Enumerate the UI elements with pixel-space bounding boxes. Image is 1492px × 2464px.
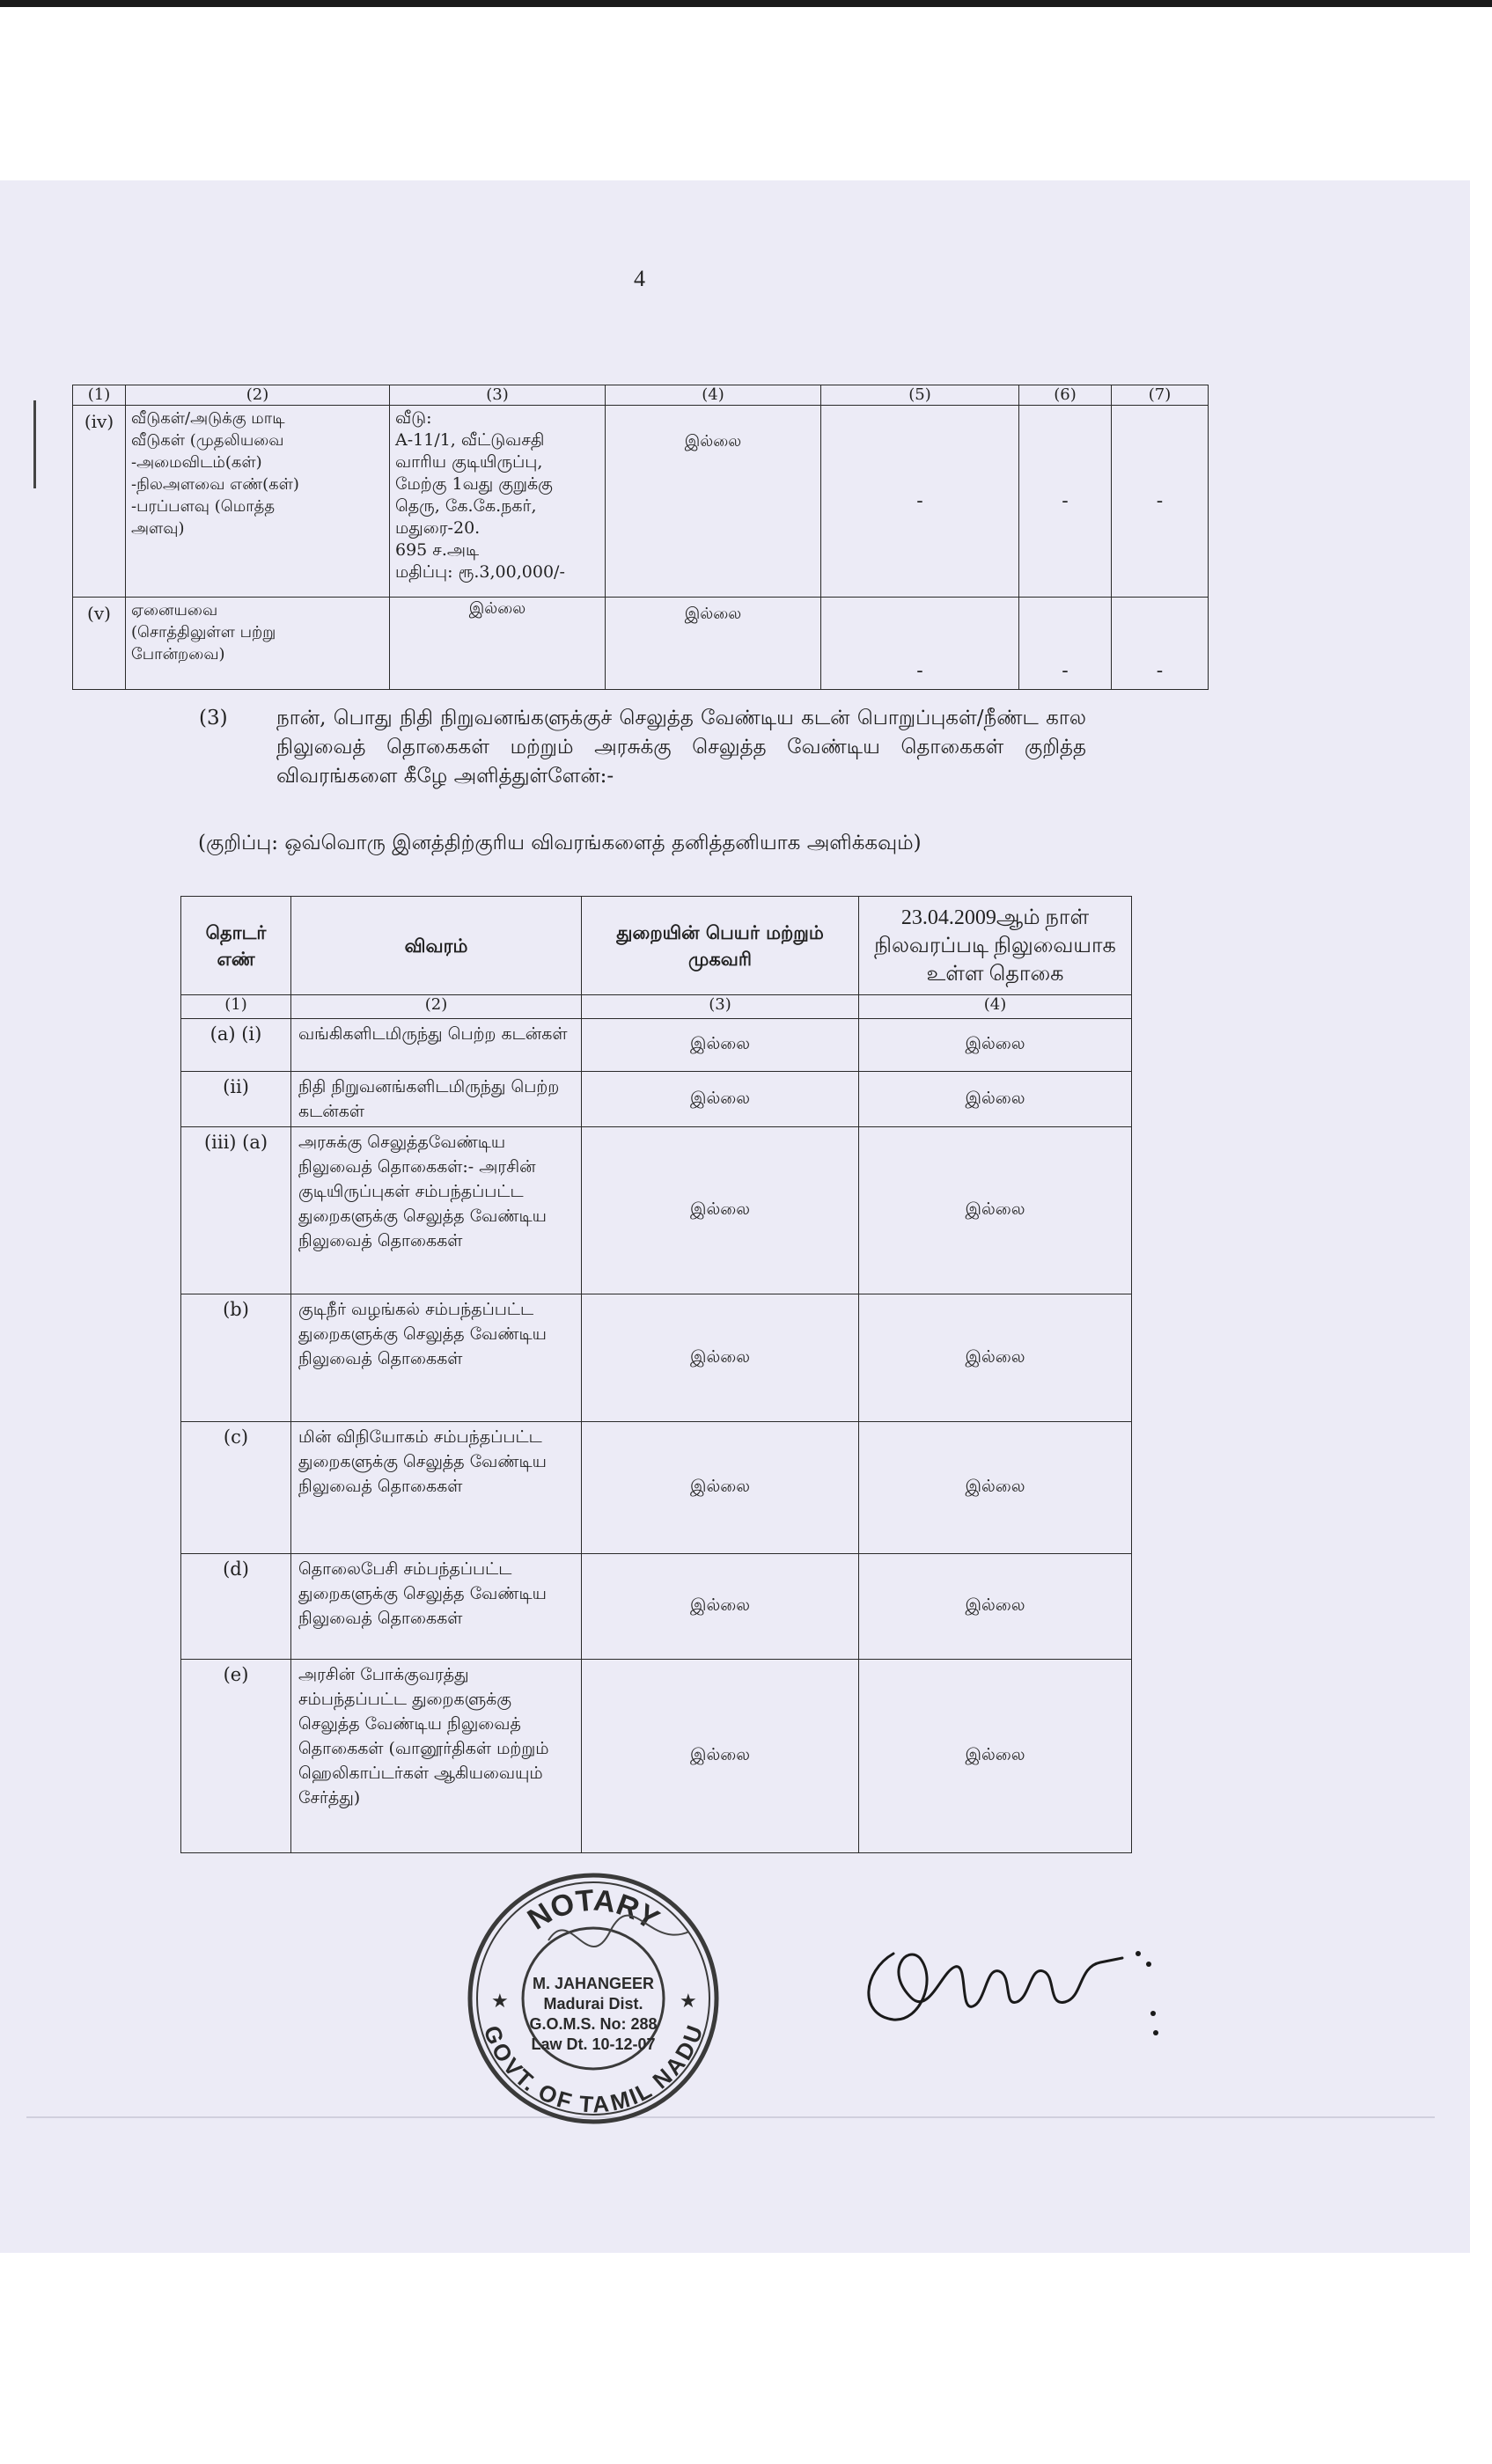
column-number: (5) [821,385,1019,406]
column-number: (1) [181,995,291,1019]
table-row [73,406,1209,598]
row-department: இல்லை [582,1422,859,1554]
asset-description [126,406,390,598]
header-amount: 23.04.2009ஆம் நாள் நிலவரப்படி நிலுவையாக உள்ள தொகை [859,897,1132,995]
margin-mark [33,400,36,488]
row-number: (v) [73,598,126,690]
text-line: மதிப்பு: ரூ.3,00,000/- [395,562,565,582]
cell-value: இல்லை [390,598,606,690]
section-text: நான், பொது நிதி நிறுவனங்களுக்குச் செலுத்த வேண்டிய கடன் பொறுப்புகள்/நீண்ட கால நிலுவைத் தொகைகள் மற்றும் அரசுக்கு செலுத்த வேண்டிய தொகைகள் குறித்த விவரங்களை கீழே அளித்துள்ளேன்:- [276,707,1086,788]
page-number: 4 [634,266,645,291]
row-amount: இல்லை [859,1294,1132,1422]
row-number: (iv) [73,406,126,598]
table-row [181,1294,1132,1422]
stamp-line: G.O.M.S. No: 288 [529,2015,658,2033]
stamp-bottom-text: GOVT. OF TAMIL NADU [478,2021,709,2118]
row-description: நிதி நிறுவனங்களிடமிருந்து பெற்ற கடன்கள் [291,1072,582,1127]
notary-stamp [465,1870,722,2127]
stamp-line: Law Dt. 10-12-07 [531,2035,656,2053]
page-fold-line [26,2116,1435,2118]
table-row [181,1072,1132,1127]
row-department: இல்லை [582,1554,859,1660]
column-number: (2) [126,385,390,406]
row-description: குடிநீர் வழங்கல் சம்பந்தப்பட்ட துறைகளுக்கு செலுத்த வேண்டிய நிலுவைத் தொகைகள் [291,1294,582,1422]
column-number: (3) [390,385,606,406]
header-details: விவரம் [291,897,582,995]
row-index: (e) [181,1660,291,1853]
row-department: இல்லை [582,1660,859,1853]
text-line: அளவு) [131,519,185,538]
text-line: -நிலஅளவை எண்(கள்) [131,475,299,494]
row-department: இல்லை [582,1127,859,1294]
text-line: வீடுகள்/அடுக்கு மாடி [131,409,285,428]
text-line: வீடுகள் (முதலியவை [131,431,284,450]
svg-text:★: ★ [680,1991,697,2013]
text-line: போன்றவை) [131,645,225,664]
text-line: மதுரை-20. [395,518,481,538]
row-amount: இல்லை [859,1422,1132,1554]
table-header-row [73,385,1209,406]
text-line: வாரிய குடியிருப்பு, [395,452,543,472]
column-number: (3) [582,995,859,1019]
note-text: (குறிப்பு: ஒவ்வொரு இனத்திற்குரிய விவரங்களைத் தனித்தனியாக அளிக்கவும்) [198,832,922,854]
row-amount: இல்லை [859,1019,1132,1072]
table-row [181,1422,1132,1554]
table-header-row [181,897,1132,995]
row-index: (c) [181,1422,291,1554]
row-index: (a) (i) [181,1019,291,1072]
text-line: -அமைவிடம்(கள்) [131,453,262,472]
table-row [73,598,1209,690]
column-number: (7) [1112,385,1209,406]
assets-table-continuation [72,385,1209,690]
cell-value: - [821,406,1019,598]
section-number: (3) [199,707,228,730]
text-line: மேற்கு 1வது குறுக்கு [395,474,553,494]
row-amount: இல்லை [859,1072,1132,1127]
row-department: இல்லை [582,1019,859,1072]
scan-top-edge [0,0,1492,7]
cell-value: - [1112,598,1209,690]
text-line: 695 ச.அடி [395,540,480,560]
table-subheader-row [181,995,1132,1019]
text-line: -பரப்பளவு (மொத்த [131,497,276,516]
row-description: மின் விநியோகம் சம்பந்தப்பட்ட துறைகளுக்கு செலுத்த வேண்டிய நிலுவைத் தொகைகள் [291,1422,582,1554]
column-number: (2) [291,995,582,1019]
column-number: (4) [859,995,1132,1019]
stamp-top-text: NOTARY [521,1883,665,1937]
stamp-line: M. JAHANGEER [532,1975,654,1992]
liabilities-table [180,896,1132,1853]
row-index: (d) [181,1554,291,1660]
cell-value: - [1019,598,1112,690]
header-serial: தொடர் எண் [181,897,291,995]
column-number: (6) [1019,385,1112,406]
table-row [181,1127,1132,1294]
header-department: துறையின் பெயர் மற்றும் முகவரி [582,897,859,995]
cell-value: - [1019,406,1112,598]
signature-icon [858,1918,1202,2050]
row-amount: இல்லை [859,1554,1132,1660]
table-row [181,1554,1132,1660]
text-line: A-11/1, வீட்டுவசதி [395,430,545,450]
row-amount: இல்லை [859,1660,1132,1853]
asset-description [126,598,390,690]
text-line: வீடு: [395,408,432,428]
row-description: அரசின் போக்குவரத்து சம்பந்தப்பட்ட துறைகளுக்கு செலுத்த வேண்டிய நிலுவைத் தொகைகள் (வானூர்திகள் மற்றும் ஹெலிகாப்டர்கள் ஆகியவையும் சேர்த்து) [291,1660,582,1853]
row-amount: இல்லை [859,1127,1132,1294]
column-number: (4) [606,385,821,406]
asset-location [390,406,606,598]
row-department: இல்லை [582,1294,859,1422]
cell-value: இல்லை [606,406,821,598]
row-description: அரசுக்கு செலுத்தவேண்டிய நிலுவைத் தொகைகள்:- அரசின் குடியிருப்புகள் சம்பந்தப்பட்ட துறைகளுக்கு செலுத்த வேண்டிய நிலுவைத் தொகைகள் [291,1127,582,1294]
row-index: (iii) (a) [181,1127,291,1294]
table-row [181,1660,1132,1853]
text-line: தெரு, கே.கே.நகர், [395,496,537,516]
svg-text:★: ★ [491,1991,509,2013]
row-description: வங்கிகளிடமிருந்து பெற்ற கடன்கள் [291,1019,582,1072]
stamp-inner-text [465,1974,722,2055]
cell-value: - [821,598,1019,690]
column-number: (1) [73,385,126,406]
stamp-line: Madurai Dist. [543,1995,643,2013]
row-department: இல்லை [582,1072,859,1127]
cell-value: - [1112,406,1209,598]
row-index: (ii) [181,1072,291,1127]
table-row [181,1019,1132,1072]
row-description: தொலைபேசி சம்பந்தப்பட்ட துறைகளுக்கு செலுத்த வேண்டிய நிலுவைத் தொகைகள் [291,1554,582,1660]
text-line: (சொத்திலுள்ள பற்று [131,623,276,642]
cell-value: இல்லை [606,598,821,690]
row-index: (b) [181,1294,291,1422]
text-line: ஏனையவை [131,601,218,620]
